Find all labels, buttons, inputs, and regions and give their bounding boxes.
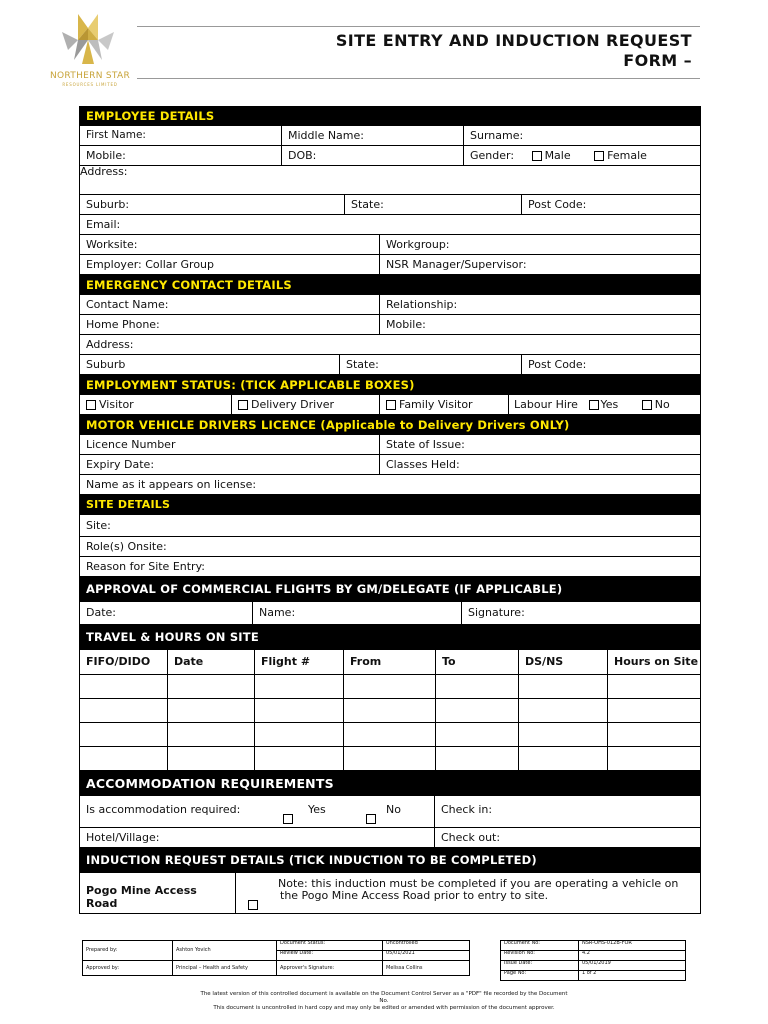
travel-cell[interactable] xyxy=(519,723,608,746)
pogo-induction-label: Pogo Mine Access Road xyxy=(80,873,236,913)
hotel-row xyxy=(79,828,701,848)
home-phone-field[interactable]: Home Phone: xyxy=(80,315,380,334)
manager-field[interactable]: NSR Manager/Supervisor: xyxy=(386,258,527,271)
accommodation-required-row xyxy=(79,796,701,828)
licence-name-field[interactable]: Name as it appears on license: xyxy=(86,478,257,491)
expiry-row xyxy=(79,455,701,475)
travel-cell[interactable] xyxy=(344,675,436,698)
brand-subtitle: RESOURCES LIMITED xyxy=(62,82,118,87)
travel-col-header: Hours on Site xyxy=(614,655,699,668)
travel-cell[interactable] xyxy=(80,675,168,698)
licence-number-row xyxy=(79,435,701,455)
email-row xyxy=(79,215,701,235)
delivery-driver-checkbox[interactable] xyxy=(238,400,248,410)
section-induction-request: INDUCTION REQUEST DETAILS (TICK INDUCTION TO BE COMPLETED) xyxy=(79,848,701,873)
accommodation-yes-checkbox[interactable] xyxy=(283,814,293,824)
travel-cell[interactable] xyxy=(344,699,436,722)
employment-status-row xyxy=(79,395,701,415)
middle-name-field[interactable]: Middle Name: xyxy=(282,126,464,145)
travel-rows xyxy=(79,675,701,771)
female-checkbox[interactable] xyxy=(594,151,604,161)
labour-hire-no-checkbox[interactable] xyxy=(642,400,652,410)
travel-col-header: DS/NS xyxy=(519,650,608,674)
travel-row xyxy=(79,699,701,723)
brand-name: NORTHERN STAR xyxy=(49,71,131,81)
mobile-field[interactable]: Mobile: xyxy=(80,146,282,165)
approval-signature-field[interactable]: Signature: xyxy=(468,606,525,619)
licence-number-field[interactable]: Licence Number xyxy=(80,435,380,454)
travel-col-header: From xyxy=(344,650,436,674)
roles-field[interactable]: Role(s) Onsite: xyxy=(86,540,167,553)
emergency-suburb-row xyxy=(79,355,701,375)
contact-name-field[interactable]: Contact Name: xyxy=(80,295,380,314)
roles-row xyxy=(79,537,701,557)
delivery-driver-option: Delivery Driver xyxy=(232,395,380,414)
travel-cell[interactable] xyxy=(344,747,436,770)
pogo-induction-row xyxy=(79,873,701,914)
section-flight-approval: APPROVAL OF COMMERCIAL FLIGHTS BY GM/DELEGATE (IF APPLICABLE) xyxy=(79,577,701,602)
worksite-field[interactable]: Worksite: xyxy=(80,235,380,254)
travel-cell[interactable] xyxy=(608,723,700,746)
suburb-field[interactable]: Suburb: xyxy=(80,195,345,214)
licence-name-row xyxy=(79,475,701,495)
relationship-field[interactable]: Relationship: xyxy=(386,298,458,311)
travel-cell[interactable] xyxy=(519,675,608,698)
travel-cell[interactable] xyxy=(168,723,255,746)
post-code-field[interactable]: Post Code: xyxy=(528,198,587,211)
travel-cell[interactable] xyxy=(608,747,700,770)
site-field[interactable]: Site: xyxy=(86,519,111,532)
travel-col-header: To xyxy=(436,650,519,674)
travel-cell[interactable] xyxy=(436,723,519,746)
footer-document-info: Document No: NSR-OHS-012B-FOR Revision No: 4.2 Issue Date: 05/01/2019 Page No: 1 of 2 xyxy=(500,940,686,981)
labour-hire-option: Labour Hire Yes No xyxy=(514,398,670,411)
approval-date-field[interactable]: Date: xyxy=(80,602,253,624)
address-row xyxy=(79,166,701,195)
travel-cell[interactable] xyxy=(255,723,344,746)
travel-cell[interactable] xyxy=(344,723,436,746)
hotel-field[interactable]: Hotel/Village: xyxy=(80,828,435,847)
state-of-issue-field[interactable]: State of Issue: xyxy=(386,438,465,451)
dob-field[interactable]: DOB: xyxy=(282,146,464,165)
travel-cell[interactable] xyxy=(168,675,255,698)
star-logo-icon xyxy=(56,10,120,68)
family-visitor-option: Family Visitor xyxy=(380,395,509,414)
employee-mobile-row xyxy=(79,146,701,166)
visitor-option: Visitor xyxy=(80,395,232,414)
travel-cell[interactable] xyxy=(608,699,700,722)
classes-held-field[interactable]: Classes Held: xyxy=(386,458,460,471)
section-site-details: SITE DETAILS xyxy=(79,495,701,515)
emergency-suburb-field[interactable]: Suburb xyxy=(80,355,340,374)
travel-cell[interactable] xyxy=(436,699,519,722)
check-in-field[interactable]: Check in: xyxy=(441,803,493,816)
pogo-induction-note: Note: this induction must be completed if you are operating a vehicle on the Pogo Mine Access Road prior to entry to site. xyxy=(236,873,700,913)
surname-field[interactable]: Surname: xyxy=(470,129,524,142)
gender-field: Gender: Male Female xyxy=(470,149,647,162)
approval-row xyxy=(79,602,701,625)
expiry-date-field[interactable]: Expiry Date: xyxy=(80,455,380,474)
travel-cell[interactable] xyxy=(608,675,700,698)
section-emergency-contact: EMERGENCY CONTACT DETAILS xyxy=(79,275,701,295)
section-drivers-licence: MOTOR VEHICLE DRIVERS LICENCE (Applicable to Delivery Drivers ONLY) xyxy=(79,415,701,435)
footer-approvals: Prepared by: Ashton Yovich Document Status: Uncontrolled Review Date: 05/01/2021 Approved by: Principal – Health and Safety Approver's Signature: Melissa Collins xyxy=(82,940,470,976)
accommodation-required-field: Is accommodation required: Yes No xyxy=(80,796,435,827)
travel-cell[interactable] xyxy=(80,723,168,746)
travel-cell[interactable] xyxy=(255,675,344,698)
labour-hire-yes-checkbox[interactable] xyxy=(589,400,599,410)
email-field[interactable]: Email: xyxy=(86,218,121,231)
travel-cell[interactable] xyxy=(168,747,255,770)
header-rule-bottom xyxy=(137,78,700,79)
section-travel-hours: TRAVEL & HOURS ON SITE xyxy=(79,625,701,650)
check-out-field[interactable]: Check out: xyxy=(441,831,501,844)
travel-cell[interactable] xyxy=(255,699,344,722)
reason-row xyxy=(79,557,701,577)
induction-form xyxy=(79,106,701,914)
section-employment-status: EMPLOYMENT STATUS: (TICK APPLICABLE BOXES) xyxy=(79,375,701,395)
employee-suburb-row xyxy=(79,195,701,215)
travel-col-header: Flight # xyxy=(255,650,344,674)
male-checkbox[interactable] xyxy=(532,151,542,161)
home-phone-row xyxy=(79,315,701,335)
accommodation-no-checkbox[interactable] xyxy=(366,814,376,824)
employee-name-row xyxy=(79,126,701,146)
travel-col-header: Date xyxy=(168,650,255,674)
approval-name-field[interactable]: Name: xyxy=(253,602,462,624)
page-title: SITE ENTRY AND INDUCTION REQUEST FORM – xyxy=(335,31,692,70)
emergency-address-field[interactable]: Address: xyxy=(86,338,134,351)
emergency-address-row xyxy=(79,335,701,355)
travel-cell[interactable] xyxy=(519,747,608,770)
first-name-field[interactable]: First Name: xyxy=(80,126,282,145)
travel-cell[interactable] xyxy=(80,699,168,722)
employer-field[interactable]: Employer: Collar Group xyxy=(80,255,380,274)
state-field[interactable]: State: xyxy=(345,195,522,214)
travel-cell[interactable] xyxy=(519,699,608,722)
travel-cell[interactable] xyxy=(436,675,519,698)
worksite-row xyxy=(79,235,701,255)
emergency-post-code-field[interactable]: Post Code: xyxy=(528,358,587,371)
section-employee-details: EMPLOYEE DETAILS xyxy=(79,106,701,126)
travel-cell[interactable] xyxy=(436,747,519,770)
section-accommodation: ACCOMMODATION REQUIREMENTS xyxy=(79,771,701,796)
pogo-induction-checkbox[interactable] xyxy=(248,900,258,910)
travel-header-row xyxy=(79,650,701,675)
address-field[interactable]: Address: xyxy=(80,166,128,178)
travel-cell[interactable] xyxy=(255,747,344,770)
emergency-mobile-field[interactable]: Mobile: xyxy=(386,318,426,331)
workgroup-field[interactable]: Workgroup: xyxy=(386,238,450,251)
header-rule-top xyxy=(137,26,700,27)
travel-col-header: FIFO/DIDO xyxy=(80,650,168,674)
site-row xyxy=(79,515,701,537)
family-visitor-checkbox[interactable] xyxy=(386,400,396,410)
contact-name-row xyxy=(79,295,701,315)
travel-cell[interactable] xyxy=(80,747,168,770)
employer-row xyxy=(79,255,701,275)
visitor-checkbox[interactable] xyxy=(86,400,96,410)
travel-cell[interactable] xyxy=(168,699,255,722)
travel-row xyxy=(79,723,701,747)
travel-row xyxy=(79,747,701,771)
footer-note: The latest version of this controlled document is available on the Document Control Server as a "PDF" file recorded by the Document No. This document is uncontrolled in hard copy and may only be edited or amended with permission of the document approver. xyxy=(200,991,568,1011)
emergency-state-field[interactable]: State: xyxy=(340,355,522,374)
company-logo xyxy=(38,10,138,90)
reason-field[interactable]: Reason for Site Entry: xyxy=(86,560,205,573)
travel-row xyxy=(79,675,701,699)
